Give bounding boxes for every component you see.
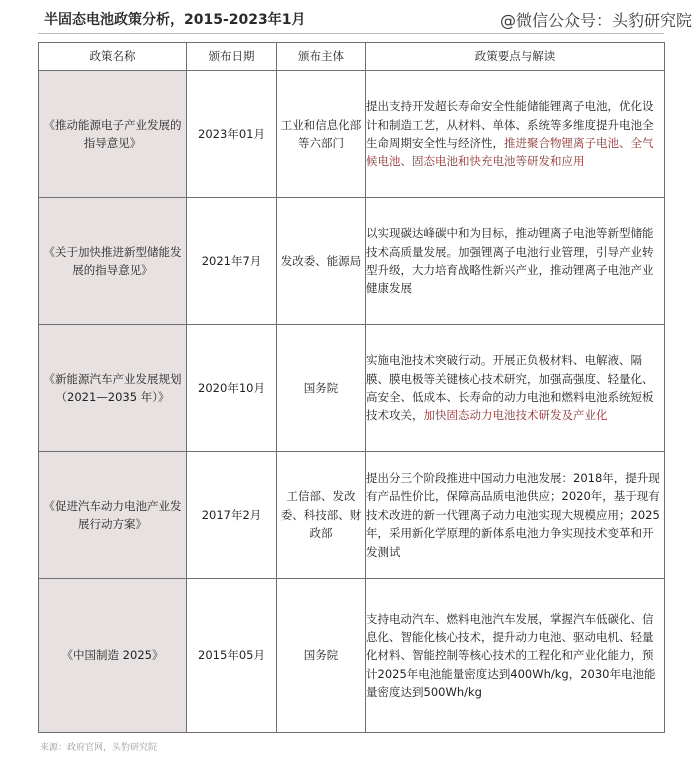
column-header-issuer: 颁布主体	[277, 43, 366, 71]
issuer-cell: 国务院	[277, 325, 366, 452]
policy-name-cell: 《推动能源电子产业发展的指导意见》	[39, 71, 187, 198]
key-points-cell	[366, 325, 665, 452]
page-title: 半固态电池政策分析，2015-2023年1月	[44, 12, 306, 28]
key-points-text: 以实现碳达峰碳中和为目标，推动锂离子电池等新型储能技术高质量发展。加强锂离子电池行业管理，引导产业转型升级，大力培育战略性新兴产业，推动锂离子电池产业健康发展	[366, 226, 654, 296]
key-points-cell	[366, 452, 665, 579]
table-row	[39, 579, 665, 733]
column-header-key-points: 政策要点与解读	[366, 43, 665, 71]
date-cell: 2023年01月	[187, 71, 277, 198]
table-row	[39, 71, 665, 198]
brand-watermark: @微信公众号：头豹研究院	[500, 11, 693, 30]
source-note: 来源：政府官网，头豹研究院	[40, 743, 158, 753]
date-cell: 2021年7月	[187, 198, 277, 325]
policy-name-cell: 《中国制造 2025》	[39, 579, 187, 733]
key-points-text: 支持电动汽车、燃料电池汽车发展，掌握汽车低碳化、信息化、智能化核心技术，提升动力电池、驱动电机、轻量化材料、智能控制等核心技术的工程化和产业化能力，预计2025年电池能量密度达到400Wh/kg，2030年电池能量密度达到500Wh/kg	[366, 611, 656, 700]
date-cell: 2015年05月	[187, 579, 277, 733]
table-header-row	[39, 43, 665, 71]
issuer-cell: 工业和信息化部等六部门	[277, 71, 366, 198]
key-points-cell	[366, 198, 665, 325]
table-row	[39, 198, 665, 325]
key-points-cell	[366, 71, 665, 198]
key-points-cell	[366, 579, 665, 733]
key-points-text: 提出分三个阶段推进中国动力电池发展：2018年，提升现有产品性价比，保障高品质电池供应；2020年，基于现有技术改进的新一代锂离子动力电池实现大规模应用；2025年，采用新化学原理的新体系电池力争实现技术变革和开发测试	[366, 471, 660, 559]
title-divider	[38, 33, 664, 34]
issuer-cell: 国务院	[277, 579, 366, 733]
policy-table	[38, 42, 665, 733]
key-points-highlight: 加快固态动力电池技术研发及产业化	[423, 408, 608, 423]
key-points-text: 提出支持开发超长寿命安全性能储能锂离子电池，优化设计和制造工艺，从材料、单体、系统等多维度提升电池全生命周期安全性与经济性，	[366, 99, 654, 150]
column-header-policy-name: 政策名称	[39, 43, 187, 71]
key-points-highlight: 推进聚合物锂离子电池、全气候电池、固态电池和快充电池等研发和应用	[366, 136, 654, 169]
policy-name-cell: 《新能源汽车产业发展规划（2021—2035 年）》	[39, 325, 187, 452]
issuer-cell: 工信部、发改委、科技部、财政部	[277, 452, 366, 579]
key-points-text: 实施电池技术突破行动。开展正负极材料、电解液、隔膜、膜电极等关键核心技术研究，加强高强度、轻量化、高安全、低成本、长寿命的动力电池和燃料电池系统短板技术攻关，	[366, 353, 654, 423]
policy-name-cell: 《促进汽车动力电池产业发展行动方案》	[39, 452, 187, 579]
policy-name-cell: 《关于加快推进新型储能发展的指导意见》	[39, 198, 187, 325]
table-row	[39, 452, 665, 579]
date-cell: 2017年2月	[187, 452, 277, 579]
column-header-date: 颁布日期	[187, 43, 277, 71]
table-row	[39, 325, 665, 452]
date-cell: 2020年10月	[187, 325, 277, 452]
issuer-cell: 发改委、能源局	[277, 198, 366, 325]
